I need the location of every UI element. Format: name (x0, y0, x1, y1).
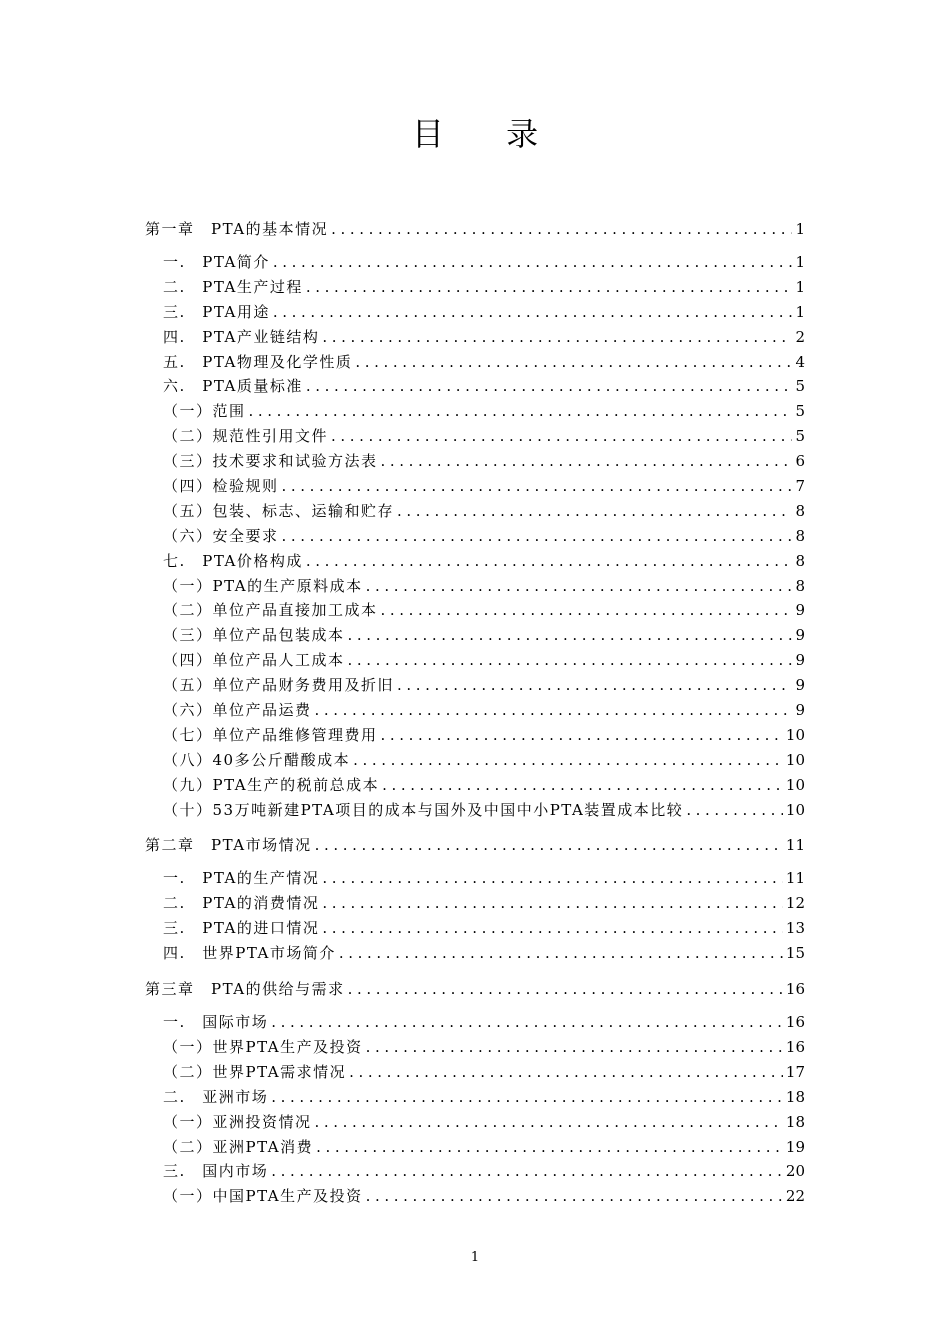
toc-dot-leader (322, 325, 792, 350)
toc-entry-label: （一）范围 (163, 402, 246, 421)
toc-dot-leader (315, 832, 783, 859)
toc-entry-label: （二）世界PTA需求情况 (163, 1062, 347, 1081)
toc-entry-page: 6 (795, 452, 805, 471)
toc-entry-label: 六. PTA质量标准 (163, 377, 303, 396)
toc-entry-page: 2 (795, 327, 805, 346)
toc-entry[interactable] (145, 574, 805, 599)
toc-dot-leader (322, 916, 783, 941)
toc-entry[interactable] (145, 698, 805, 723)
toc-entry-page: 12 (785, 894, 805, 913)
toc-dot-leader (366, 1184, 783, 1209)
toc-entry-label: 一. PTA简介 (163, 253, 270, 271)
toc-entry-page: 20 (785, 1162, 805, 1181)
toc-entry-label: 四. PTA产业链结构 (163, 327, 320, 346)
toc-entry-page: 11 (785, 836, 805, 855)
toc-entry-page: 1 (795, 302, 805, 321)
toc-entry-label: 二. PTA生产过程 (163, 277, 303, 296)
toc-dot-leader (316, 1135, 783, 1160)
toc-dot-leader (306, 374, 793, 399)
toc-entry[interactable] (145, 941, 805, 966)
toc-entry-label: 一. PTA的生产情况 (163, 869, 320, 888)
toc-dot-leader (397, 499, 792, 524)
toc-entry[interactable] (145, 598, 805, 623)
toc-entry[interactable] (145, 1035, 805, 1060)
toc-entry[interactable] (145, 723, 805, 748)
toc-entry-page: 19 (785, 1137, 805, 1156)
toc-entry-page: 13 (785, 919, 805, 938)
toc-dot-leader (306, 549, 793, 574)
toc-entry-page: 10 (785, 725, 805, 744)
toc-entry[interactable] (145, 916, 805, 941)
toc-entry-label: （八）40多公斤醋酸成本 (163, 750, 351, 769)
toc-entry-label: 三. PTA的进口情况 (163, 919, 320, 938)
toc-entry[interactable] (145, 1184, 805, 1209)
toc-dot-leader (686, 798, 783, 823)
toc-entry-label: （五）包装、标志、运输和贮存 (163, 501, 395, 520)
toc-entry-page: 9 (795, 626, 805, 645)
toc-entry-label: （四）检验规则 (163, 477, 279, 496)
toc-entry[interactable] (145, 325, 805, 350)
toc-entry[interactable] (145, 1110, 805, 1135)
toc-dot-leader (331, 216, 792, 243)
toc-entry-label: 二. 亚洲市场 (163, 1087, 269, 1106)
toc-entry[interactable] (145, 524, 805, 549)
toc-entry-label: （三）单位产品包装成本 (163, 626, 345, 645)
toc-dot-leader (322, 866, 783, 891)
toc-dot-leader (348, 976, 783, 1003)
toc-entry[interactable] (145, 1010, 805, 1035)
toc-entry[interactable] (145, 1085, 805, 1110)
toc-dot-leader (397, 673, 792, 698)
toc-entry-label: 第二章 PTA市场情况 (145, 836, 312, 855)
toc-entry-page: 9 (795, 701, 805, 720)
toc-entry[interactable] (145, 673, 805, 698)
toc-entry-page: 1 (795, 220, 805, 238)
toc-dot-leader (355, 350, 792, 375)
toc-entry-label: 四. 世界PTA市场简介 (163, 944, 336, 963)
toc-entry[interactable] (145, 1135, 805, 1160)
toc-entry-page: 10 (785, 800, 805, 819)
toc-entry-page: 1 (795, 277, 805, 296)
toc-dot-leader (273, 250, 793, 275)
toc-entry-page: 9 (795, 601, 805, 620)
toc-entry-label: （七）单位产品维修管理费用 (163, 725, 378, 744)
toc-entry-page: 18 (785, 1087, 805, 1106)
toc-entry[interactable] (145, 275, 805, 300)
toc-entry-label: 三. PTA用途 (163, 302, 270, 321)
toc-entry[interactable] (145, 748, 805, 773)
page-title: 目 录 (411, 115, 565, 153)
toc-dot-leader (273, 300, 793, 325)
table-of-contents (145, 216, 805, 1209)
toc-chapter-entry[interactable] (145, 832, 805, 859)
toc-entry-page: 16 (785, 1013, 805, 1032)
toc-dot-leader (348, 648, 793, 673)
toc-entry-label: （一）亚洲投资情况 (163, 1112, 312, 1131)
toc-entry-label: 第三章 PTA的供给与需求 (145, 980, 345, 999)
toc-dot-leader (315, 698, 793, 723)
toc-entry[interactable] (145, 1060, 805, 1085)
toc-entry[interactable] (145, 866, 805, 891)
toc-dot-leader (366, 574, 793, 599)
toc-entry[interactable] (145, 250, 805, 275)
toc-entry-label: （六）安全要求 (163, 526, 279, 545)
toc-entry-page: 9 (795, 676, 805, 695)
toc-entry-label: 一. 国际市场 (163, 1013, 269, 1032)
toc-dot-leader (306, 275, 793, 300)
toc-entry[interactable] (145, 449, 805, 474)
toc-entry[interactable] (145, 499, 805, 524)
toc-dot-leader (282, 524, 793, 549)
toc-entry[interactable] (145, 773, 805, 798)
toc-entry-page: 15 (785, 944, 805, 963)
toc-dot-leader (381, 449, 793, 474)
toc-entry[interactable] (145, 474, 805, 499)
toc-entry-label: 七. PTA价格构成 (163, 551, 303, 570)
toc-entry-page: 5 (795, 377, 805, 396)
toc-entry-label: 二. PTA的消费情况 (163, 894, 320, 913)
toc-entry-page: 8 (795, 501, 805, 520)
toc-chapter-entry[interactable] (145, 976, 805, 1003)
toc-entry-page: 17 (785, 1062, 805, 1081)
toc-entry-page: 5 (795, 427, 805, 446)
toc-dot-leader (366, 1035, 783, 1060)
toc-entry-label: （九）PTA生产的税前总成本 (163, 775, 380, 794)
toc-entry[interactable] (145, 374, 805, 399)
toc-dot-leader (249, 399, 793, 424)
toc-entry-page: 22 (785, 1187, 805, 1206)
toc-entry-page: 1 (795, 253, 805, 271)
toc-entry-page: 8 (795, 526, 805, 545)
toc-entry[interactable] (145, 648, 805, 673)
toc-entry-label: 三. 国内市场 (163, 1162, 269, 1181)
toc-entry-label: （三）技术要求和试验方法表 (163, 452, 378, 471)
toc-entry-page: 10 (785, 775, 805, 794)
toc-entry[interactable] (145, 623, 805, 648)
toc-entry-label: （十）53万吨新建PTA项目的成本与国外及中国中小PTA装置成本比较 (163, 800, 684, 819)
toc-entry-page: 8 (795, 576, 805, 595)
toc-entry-page: 10 (785, 750, 805, 769)
toc-entry[interactable] (145, 399, 805, 424)
toc-dot-leader (339, 941, 783, 966)
toc-dot-leader (322, 891, 783, 916)
toc-entry-page: 8 (795, 551, 805, 570)
toc-entry[interactable] (145, 1159, 805, 1184)
toc-entry-page: 16 (785, 1037, 805, 1056)
toc-dot-leader (381, 598, 793, 623)
toc-entry-label: （五）单位产品财务费用及折旧 (163, 676, 395, 695)
toc-entry-label: 第一章 PTA的基本情况 (145, 220, 329, 238)
toc-entry-label: 五. PTA物理及化学性质 (163, 352, 353, 371)
toc-entry-page: 7 (795, 477, 805, 496)
page-number: 1 (470, 1250, 480, 1265)
toc-entry-label: （六）单位产品运费 (163, 701, 312, 720)
toc-dot-leader (282, 474, 793, 499)
toc-entry[interactable] (145, 891, 805, 916)
toc-entry[interactable] (145, 549, 805, 574)
toc-entry-page: 16 (785, 980, 805, 999)
toc-entry-label: （二）亚洲PTA消费 (163, 1137, 314, 1156)
toc-dot-leader (348, 623, 793, 648)
toc-entry[interactable] (145, 798, 805, 823)
toc-dot-leader (331, 424, 792, 449)
toc-dot-leader (353, 748, 783, 773)
toc-entry[interactable] (145, 424, 805, 449)
toc-entry-page: 11 (785, 869, 805, 888)
toc-dot-leader (382, 773, 783, 798)
toc-entry[interactable] (145, 300, 805, 325)
toc-entry-label: （二）规范性引用文件 (163, 427, 329, 446)
toc-entry-label: （二）单位产品直接加工成本 (163, 601, 378, 620)
toc-chapter-entry[interactable] (145, 216, 805, 243)
toc-entry-page: 4 (795, 352, 805, 371)
toc-dot-leader (271, 1085, 783, 1110)
toc-entry-label: （一）世界PTA生产及投资 (163, 1037, 363, 1056)
toc-dot-leader (271, 1159, 783, 1184)
toc-entry-page: 5 (795, 402, 805, 421)
toc-entry-page: 18 (785, 1112, 805, 1131)
toc-dot-leader (315, 1110, 783, 1135)
toc-dot-leader (349, 1060, 783, 1085)
toc-dot-leader (381, 723, 783, 748)
toc-entry-label: （一）中国PTA生产及投资 (163, 1187, 363, 1206)
toc-dot-leader (271, 1010, 783, 1035)
toc-entry-page: 9 (795, 651, 805, 670)
toc-entry-label: （四）单位产品人工成本 (163, 651, 345, 670)
toc-entry[interactable] (145, 350, 805, 375)
toc-entry-label: （一）PTA的生产原料成本 (163, 576, 363, 595)
